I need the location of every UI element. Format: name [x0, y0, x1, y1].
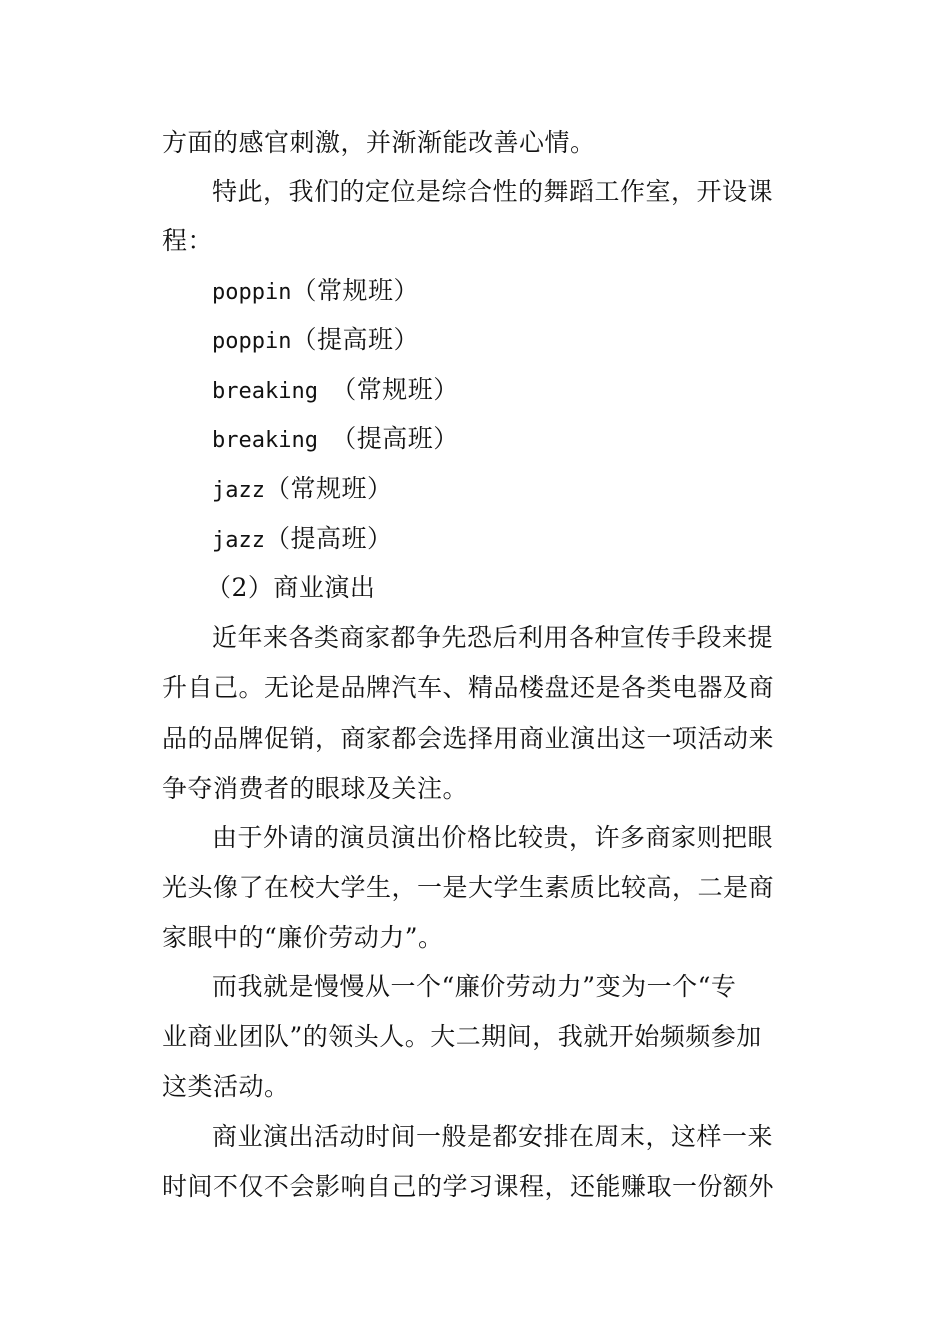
course-level: （提高班）: [331, 424, 459, 453]
text-line: 而我就是慢慢从一个“廉价劳动力”变为一个“专: [212, 972, 737, 1001]
text-line: 这类活动。: [162, 1072, 290, 1101]
course-level: （常规班）: [264, 474, 393, 503]
text-line: 品的品牌促销，商家都会选择用商业演出这一项活动来: [162, 724, 775, 753]
text-line: 程：: [162, 226, 214, 255]
section-heading: （2）商业演出: [206, 573, 376, 602]
text-line: 由于外请的演员演出价格比较贵，许多商家则把眼: [212, 823, 774, 852]
course-name: poppin: [212, 280, 292, 305]
course-name: breaking: [212, 428, 332, 453]
text-line: 家眼中的“廉价劳动力”。: [162, 923, 444, 952]
course-name: breaking: [212, 379, 332, 404]
text-line: 近年来各类商家都争先恐后利用各种宣传手段来提: [212, 623, 774, 652]
course-name: jazz: [212, 528, 265, 553]
text-line: 升自己。无论是品牌汽车、精品楼盘还是各类电器及商: [162, 673, 775, 702]
course-name: jazz: [212, 478, 265, 503]
course-level: （常规班）: [291, 276, 419, 305]
text-line: 光头像了在校大学生，一是大学生素质比较高，二是商: [162, 873, 775, 902]
text-line: 时间不仅不会影响自己的学习课程，还能赚取一份额外: [162, 1172, 775, 1201]
course-name: poppin: [212, 329, 292, 354]
text-line: 商业演出活动时间一般是都安排在周末，这样一来: [212, 1122, 774, 1151]
course-item: [212, 472, 832, 508]
course-level: （提高班）: [264, 524, 393, 553]
course-item: [212, 422, 832, 458]
course-item: [212, 323, 832, 359]
text-line: 业商业团队”的领头人。大二期间，我就开始频频参加: [162, 1022, 762, 1051]
course-level: （常规班）: [331, 375, 459, 404]
text-line: 争夺消费者的眼球及关注。: [162, 774, 469, 803]
text-line: 方面的感官刺激，并渐渐能改善心情。: [162, 128, 596, 157]
course-level: （提高班）: [291, 325, 419, 354]
course-item: [212, 522, 832, 558]
course-item: [212, 373, 832, 409]
course-item: [212, 274, 832, 310]
text-line: 特此，我们的定位是综合性的舞蹈工作室，开设课: [212, 177, 774, 206]
